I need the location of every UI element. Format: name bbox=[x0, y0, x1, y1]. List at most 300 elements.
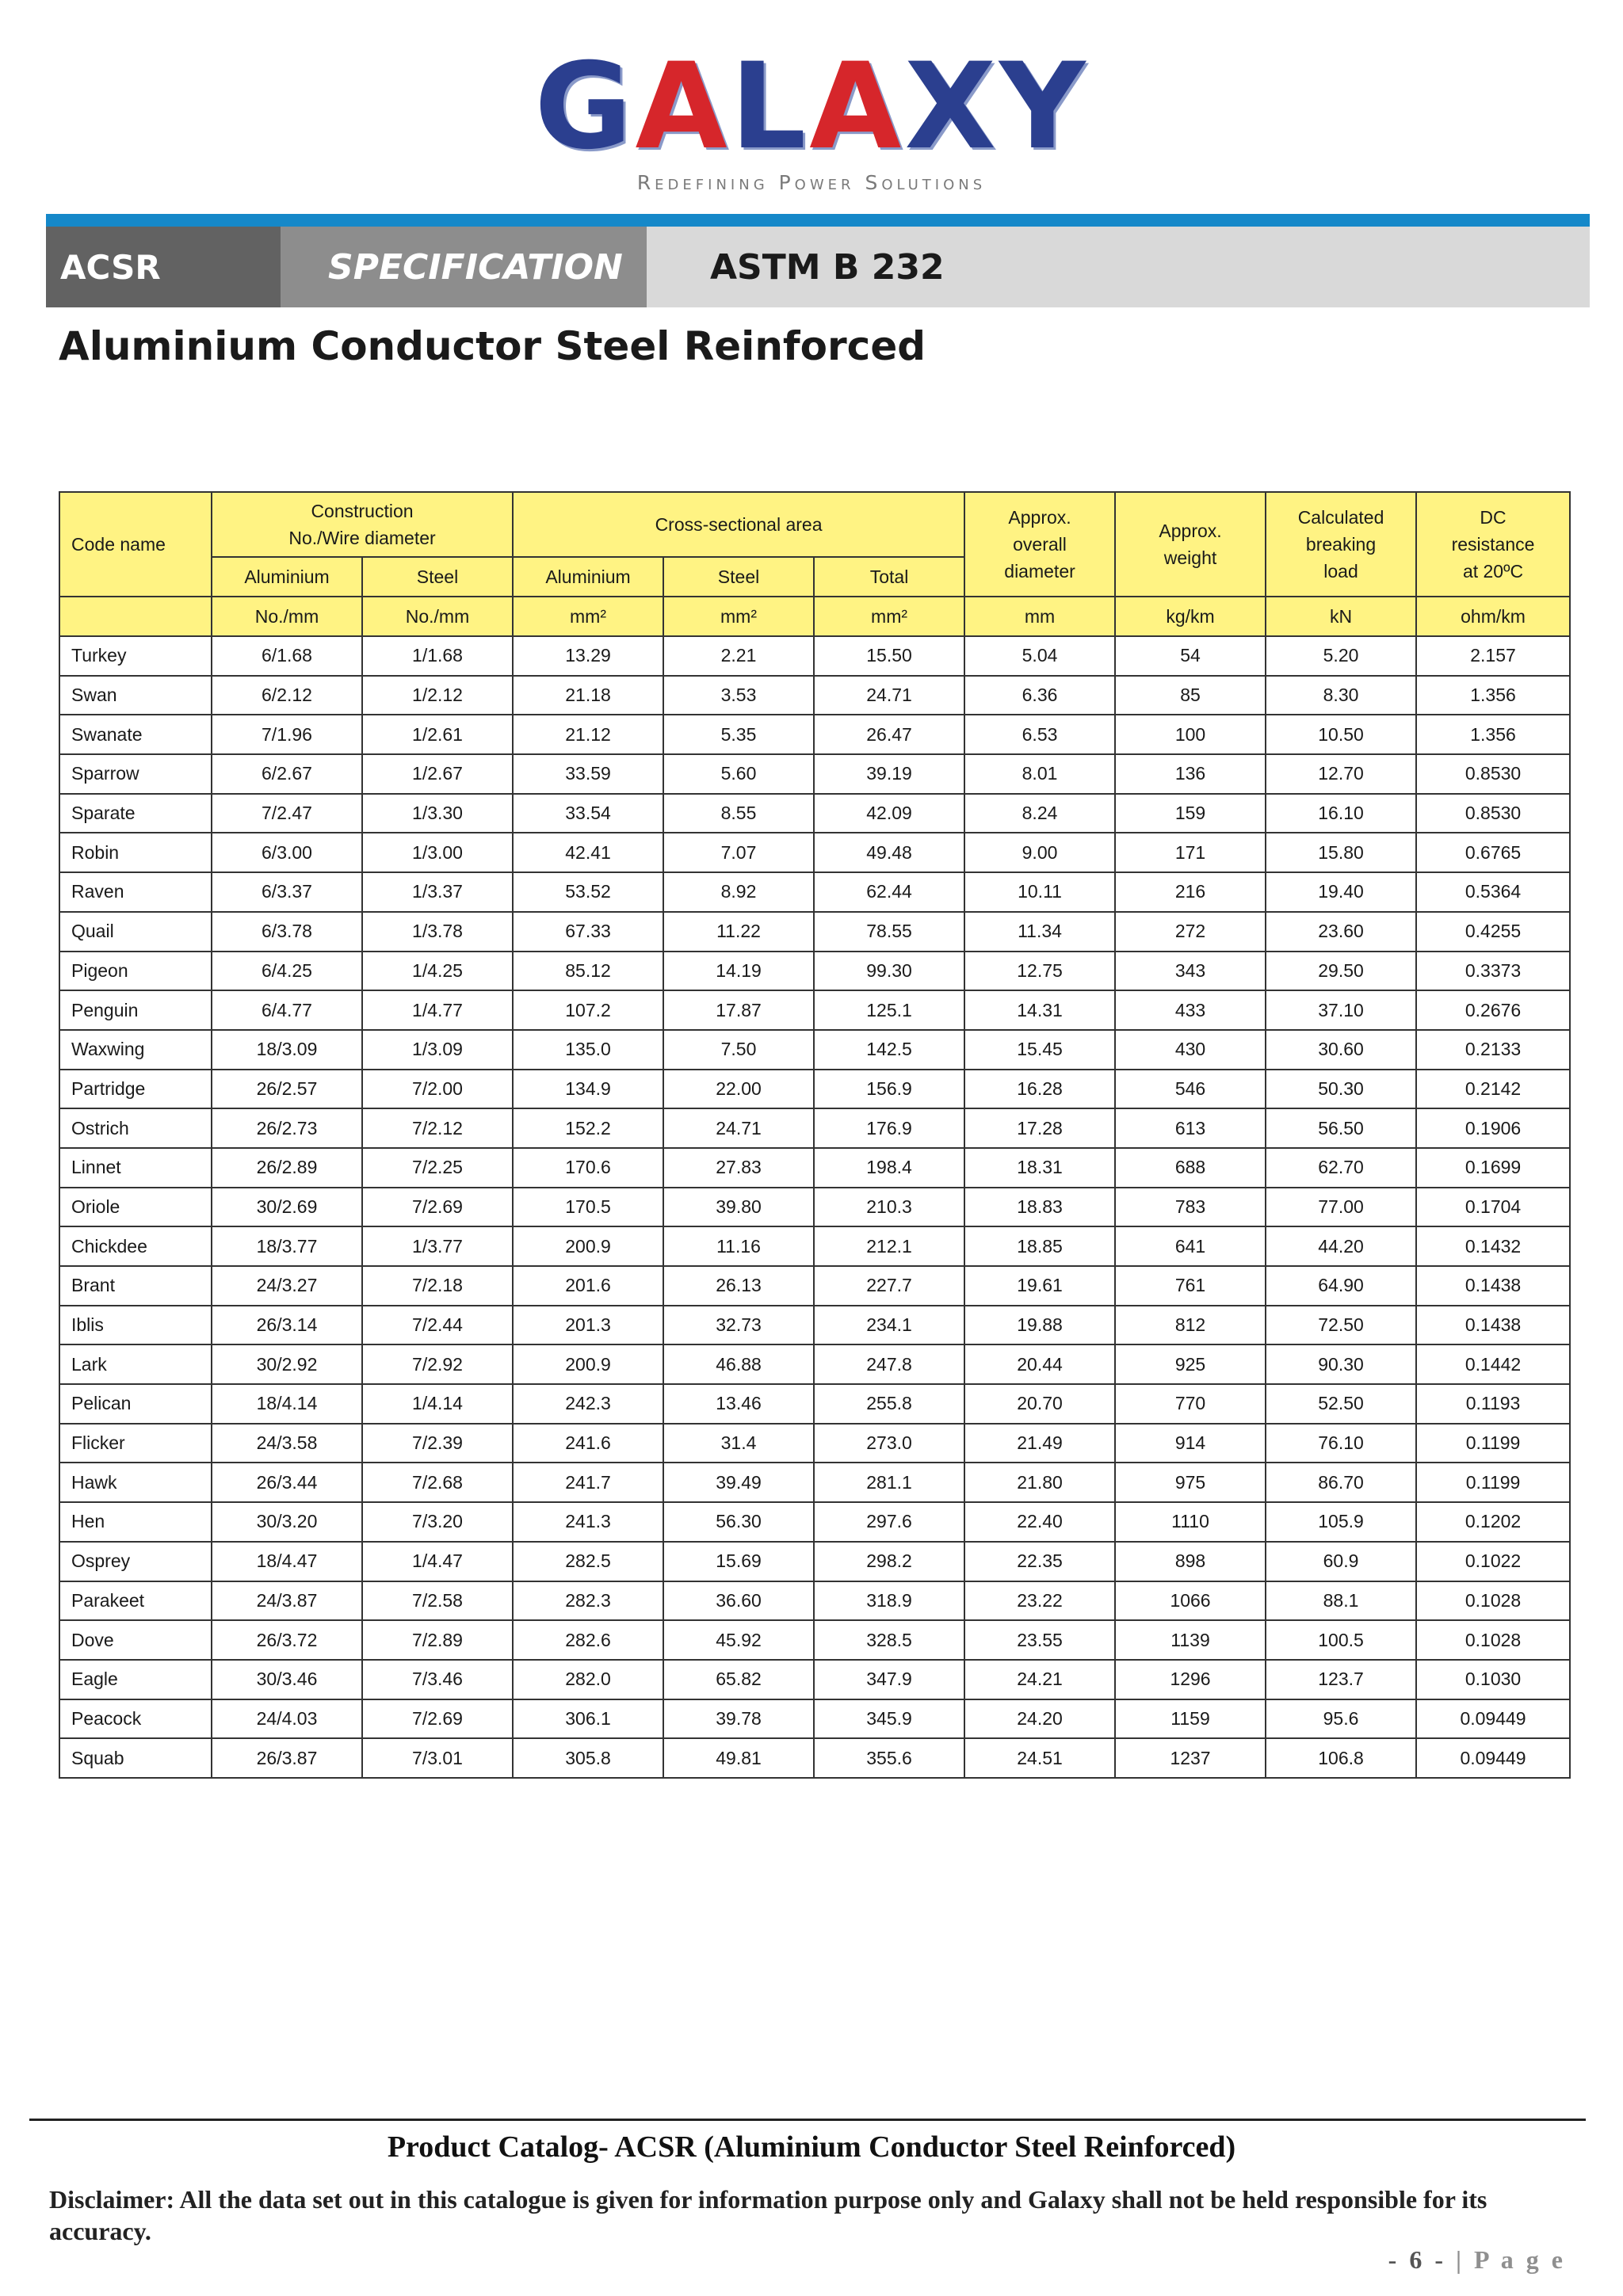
table-cell: 1296 bbox=[1115, 1660, 1266, 1699]
code-name-cell: Quail bbox=[59, 912, 212, 952]
unit-cell: No./mm bbox=[212, 597, 362, 636]
table-cell: 11.16 bbox=[663, 1226, 814, 1266]
table-row bbox=[59, 676, 1570, 715]
table-cell: 1/3.77 bbox=[362, 1226, 513, 1266]
table-cell: 30/2.69 bbox=[212, 1188, 362, 1227]
code-name-cell: Turkey bbox=[59, 636, 212, 676]
table-cell: 0.1193 bbox=[1416, 1384, 1570, 1424]
table-cell: 22.35 bbox=[964, 1542, 1115, 1581]
table-cell: 44.20 bbox=[1266, 1226, 1416, 1266]
table-row bbox=[59, 1542, 1570, 1581]
table-row bbox=[59, 1660, 1570, 1699]
table-cell: 7/3.46 bbox=[362, 1660, 513, 1699]
spec-table-container bbox=[59, 491, 1569, 1779]
table-cell: 914 bbox=[1115, 1424, 1266, 1463]
table-cell: 1/3.37 bbox=[362, 872, 513, 912]
unit-cell: kg/km bbox=[1115, 597, 1266, 636]
table-cell: 56.30 bbox=[663, 1502, 814, 1542]
table-cell: 8.92 bbox=[663, 872, 814, 912]
table-cell: 1.356 bbox=[1416, 676, 1570, 715]
table-cell: 1/4.14 bbox=[362, 1384, 513, 1424]
header-cross-sectional-area: Cross-sectional area bbox=[513, 492, 964, 557]
table-cell: 0.1442 bbox=[1416, 1344, 1570, 1384]
disclaimer-text: Disclaimer: All the data set out in this catalogue is given for information purpose only and Galaxy shall not be held responsible for its accuracy. bbox=[49, 2185, 1487, 2245]
code-name-cell: Ostrich bbox=[59, 1108, 212, 1148]
header-breaking-load: Calculated breaking load bbox=[1266, 492, 1416, 597]
table-row bbox=[59, 872, 1570, 912]
table-row bbox=[59, 1699, 1570, 1739]
table-cell: 7/2.89 bbox=[362, 1620, 513, 1660]
table-cell: 142.5 bbox=[814, 1030, 964, 1070]
table-cell: 24/4.03 bbox=[212, 1699, 362, 1739]
table-cell: 198.4 bbox=[814, 1148, 964, 1188]
table-cell: 1237 bbox=[1115, 1738, 1266, 1778]
table-cell: 29.50 bbox=[1266, 952, 1416, 991]
table-cell: 328.5 bbox=[814, 1620, 964, 1660]
code-name-cell: Eagle bbox=[59, 1660, 212, 1699]
table-cell: 15.45 bbox=[964, 1030, 1115, 1070]
table-cell: 0.2133 bbox=[1416, 1030, 1570, 1070]
table-cell: 7/1.96 bbox=[212, 715, 362, 754]
table-cell: 343 bbox=[1115, 952, 1266, 991]
table-cell: 0.1906 bbox=[1416, 1108, 1570, 1148]
table-cell: 53.52 bbox=[513, 872, 663, 912]
table-cell: 12.70 bbox=[1266, 754, 1416, 794]
table-row bbox=[59, 1581, 1570, 1621]
band-product-code: ACSR bbox=[46, 227, 281, 307]
table-cell: 8.55 bbox=[663, 794, 814, 833]
table-cell: 7/3.20 bbox=[362, 1502, 513, 1542]
logo-letter-a-red-2: A bbox=[809, 38, 905, 176]
table-cell: 18/3.09 bbox=[212, 1030, 362, 1070]
logo-letter-a-red: A bbox=[635, 38, 731, 176]
code-name-cell: Osprey bbox=[59, 1542, 212, 1581]
logo-letters-xy: XY bbox=[904, 38, 1089, 176]
table-cell: 1066 bbox=[1115, 1581, 1266, 1621]
spec-table bbox=[59, 491, 1571, 1779]
table-row bbox=[59, 754, 1570, 794]
table-cell: 18/3.77 bbox=[212, 1226, 362, 1266]
table-cell: 100.5 bbox=[1266, 1620, 1416, 1660]
table-row bbox=[59, 1463, 1570, 1502]
code-name-cell: Penguin bbox=[59, 990, 212, 1030]
table-cell: 134.9 bbox=[513, 1070, 663, 1109]
table-cell: 49.48 bbox=[814, 833, 964, 872]
table-cell: 234.1 bbox=[814, 1306, 964, 1345]
table-cell: 0.1030 bbox=[1416, 1660, 1570, 1699]
table-cell: 16.10 bbox=[1266, 794, 1416, 833]
header-construction: Construction No./Wire diameter bbox=[212, 492, 513, 557]
table-cell: 156.9 bbox=[814, 1070, 964, 1109]
table-cell: 24.21 bbox=[964, 1660, 1115, 1699]
table-cell: 1/3.30 bbox=[362, 794, 513, 833]
table-cell: 1/3.78 bbox=[362, 912, 513, 952]
table-cell: 86.70 bbox=[1266, 1463, 1416, 1502]
table-row bbox=[59, 1188, 1570, 1227]
table-cell: 0.1432 bbox=[1416, 1226, 1570, 1266]
table-cell: 1/3.00 bbox=[362, 833, 513, 872]
table-cell: 6/4.25 bbox=[212, 952, 362, 991]
table-cell: 6.36 bbox=[964, 676, 1115, 715]
table-cell: 14.31 bbox=[964, 990, 1115, 1030]
table-row bbox=[59, 1148, 1570, 1188]
table-cell: 123.7 bbox=[1266, 1660, 1416, 1699]
header-dc-resistance: DC resistance at 20ºC bbox=[1416, 492, 1570, 597]
table-row bbox=[59, 1738, 1570, 1778]
table-cell: 24.71 bbox=[814, 676, 964, 715]
table-row bbox=[59, 1620, 1570, 1660]
table-cell: 306.1 bbox=[513, 1699, 663, 1739]
table-cell: 99.30 bbox=[814, 952, 964, 991]
unit-cell: No./mm bbox=[362, 597, 513, 636]
table-cell: 170.6 bbox=[513, 1148, 663, 1188]
table-cell: 7/2.68 bbox=[362, 1463, 513, 1502]
table-cell: 7/2.69 bbox=[362, 1699, 513, 1739]
table-cell: 6/3.00 bbox=[212, 833, 362, 872]
table-cell: 281.1 bbox=[814, 1463, 964, 1502]
table-cell: 22.00 bbox=[663, 1070, 814, 1109]
table-cell: 0.1028 bbox=[1416, 1620, 1570, 1660]
table-cell: 136 bbox=[1115, 754, 1266, 794]
table-cell: 282.5 bbox=[513, 1542, 663, 1581]
table-cell: 0.1438 bbox=[1416, 1266, 1570, 1306]
table-cell: 0.1028 bbox=[1416, 1581, 1570, 1621]
table-cell: 1139 bbox=[1115, 1620, 1266, 1660]
table-cell: 1.356 bbox=[1416, 715, 1570, 754]
table-cell: 85.12 bbox=[513, 952, 663, 991]
table-cell: 0.2142 bbox=[1416, 1070, 1570, 1109]
code-name-cell: Linnet bbox=[59, 1148, 212, 1188]
table-cell: 6/2.67 bbox=[212, 754, 362, 794]
table-cell: 24/3.87 bbox=[212, 1581, 362, 1621]
table-row bbox=[59, 715, 1570, 754]
table-cell: 1/2.61 bbox=[362, 715, 513, 754]
table-cell: 26/3.14 bbox=[212, 1306, 362, 1345]
table-cell: 39.78 bbox=[663, 1699, 814, 1739]
table-cell: 13.29 bbox=[513, 636, 663, 676]
table-cell: 135.0 bbox=[513, 1030, 663, 1070]
table-cell: 16.28 bbox=[964, 1070, 1115, 1109]
table-cell: 12.75 bbox=[964, 952, 1115, 991]
table-cell: 0.5364 bbox=[1416, 872, 1570, 912]
table-cell: 3.53 bbox=[663, 676, 814, 715]
table-cell: 32.73 bbox=[663, 1306, 814, 1345]
code-name-cell: Sparate bbox=[59, 794, 212, 833]
table-cell: 42.41 bbox=[513, 833, 663, 872]
table-cell: 42.09 bbox=[814, 794, 964, 833]
table-cell: 30/2.92 bbox=[212, 1344, 362, 1384]
table-cell: 72.50 bbox=[1266, 1306, 1416, 1345]
footer-divider bbox=[29, 2119, 1586, 2121]
table-cell: 10.11 bbox=[964, 872, 1115, 912]
table-cell: 88.1 bbox=[1266, 1581, 1416, 1621]
table-cell: 5.60 bbox=[663, 754, 814, 794]
table-cell: 26.13 bbox=[663, 1266, 814, 1306]
table-row bbox=[59, 912, 1570, 952]
table-cell: 24/3.27 bbox=[212, 1266, 362, 1306]
spec-table-body bbox=[59, 636, 1570, 1778]
table-cell: 54 bbox=[1115, 636, 1266, 676]
table-cell: 7/2.39 bbox=[362, 1424, 513, 1463]
table-cell: 761 bbox=[1115, 1266, 1266, 1306]
table-cell: 62.70 bbox=[1266, 1148, 1416, 1188]
table-cell: 641 bbox=[1115, 1226, 1266, 1266]
table-cell: 273.0 bbox=[814, 1424, 964, 1463]
table-cell: 18/4.47 bbox=[212, 1542, 362, 1581]
accent-bar bbox=[46, 214, 1590, 227]
table-cell: 1/3.09 bbox=[362, 1030, 513, 1070]
table-cell: 1110 bbox=[1115, 1502, 1266, 1542]
table-cell: 15.80 bbox=[1266, 833, 1416, 872]
code-name-cell: Pigeon bbox=[59, 952, 212, 991]
table-cell: 1/2.12 bbox=[362, 676, 513, 715]
table-cell: 1/2.67 bbox=[362, 754, 513, 794]
table-cell: 30/3.46 bbox=[212, 1660, 362, 1699]
table-cell: 7/3.01 bbox=[362, 1738, 513, 1778]
table-cell: 171 bbox=[1115, 833, 1266, 872]
code-name-cell: Hawk bbox=[59, 1463, 212, 1502]
table-cell: 241.7 bbox=[513, 1463, 663, 1502]
table-cell: 2.157 bbox=[1416, 636, 1570, 676]
table-cell: 85 bbox=[1115, 676, 1266, 715]
table-cell: 30.60 bbox=[1266, 1030, 1416, 1070]
table-cell: 7/2.44 bbox=[362, 1306, 513, 1345]
table-cell: 8.01 bbox=[964, 754, 1115, 794]
table-cell: 975 bbox=[1115, 1463, 1266, 1502]
table-cell: 6/3.37 bbox=[212, 872, 362, 912]
table-cell: 33.59 bbox=[513, 754, 663, 794]
table-cell: 78.55 bbox=[814, 912, 964, 952]
unit-cell: mm bbox=[964, 597, 1115, 636]
table-cell: 64.90 bbox=[1266, 1266, 1416, 1306]
code-name-cell: Brant bbox=[59, 1266, 212, 1306]
table-cell: 10.50 bbox=[1266, 715, 1416, 754]
table-cell: 90.30 bbox=[1266, 1344, 1416, 1384]
table-row bbox=[59, 1070, 1570, 1109]
table-cell: 0.8530 bbox=[1416, 794, 1570, 833]
subheader-area-steel: Steel bbox=[663, 557, 814, 597]
code-name-cell: Dove bbox=[59, 1620, 212, 1660]
code-name-cell: Robin bbox=[59, 833, 212, 872]
subheader-area-aluminium: Aluminium bbox=[513, 557, 663, 597]
table-cell: 26/3.72 bbox=[212, 1620, 362, 1660]
table-cell: 125.1 bbox=[814, 990, 964, 1030]
code-name-cell: Sparrow bbox=[59, 754, 212, 794]
table-cell: 546 bbox=[1115, 1070, 1266, 1109]
table-cell: 7/2.12 bbox=[362, 1108, 513, 1148]
table-cell: 318.9 bbox=[814, 1581, 964, 1621]
table-cell: 210.3 bbox=[814, 1188, 964, 1227]
table-cell: 200.9 bbox=[513, 1344, 663, 1384]
table-cell: 297.6 bbox=[814, 1502, 964, 1542]
table-cell: 18.31 bbox=[964, 1148, 1115, 1188]
table-cell: 0.1199 bbox=[1416, 1424, 1570, 1463]
table-cell: 355.6 bbox=[814, 1738, 964, 1778]
table-cell: 0.09449 bbox=[1416, 1699, 1570, 1739]
table-cell: 212.1 bbox=[814, 1226, 964, 1266]
table-cell: 26.47 bbox=[814, 715, 964, 754]
table-cell: 18.85 bbox=[964, 1226, 1115, 1266]
table-cell: 30/3.20 bbox=[212, 1502, 362, 1542]
table-cell: 0.1022 bbox=[1416, 1542, 1570, 1581]
table-cell: 241.3 bbox=[513, 1502, 663, 1542]
table-cell: 67.33 bbox=[513, 912, 663, 952]
table-cell: 925 bbox=[1115, 1344, 1266, 1384]
table-row bbox=[59, 990, 1570, 1030]
table-cell: 0.1199 bbox=[1416, 1463, 1570, 1502]
table-cell: 50.30 bbox=[1266, 1070, 1416, 1109]
table-cell: 282.0 bbox=[513, 1660, 663, 1699]
table-cell: 298.2 bbox=[814, 1542, 964, 1581]
code-name-cell: Partridge bbox=[59, 1070, 212, 1109]
table-row bbox=[59, 1384, 1570, 1424]
table-cell: 241.6 bbox=[513, 1424, 663, 1463]
table-cell: 282.6 bbox=[513, 1620, 663, 1660]
table-cell: 305.8 bbox=[513, 1738, 663, 1778]
table-cell: 176.9 bbox=[814, 1108, 964, 1148]
table-cell: 21.49 bbox=[964, 1424, 1115, 1463]
table-cell: 14.19 bbox=[663, 952, 814, 991]
table-cell: 46.88 bbox=[663, 1344, 814, 1384]
table-cell: 24.20 bbox=[964, 1699, 1115, 1739]
header-code-name: Code name bbox=[59, 492, 212, 597]
table-cell: 5.04 bbox=[964, 636, 1115, 676]
subheader-construction-aluminium: Aluminium bbox=[212, 557, 362, 597]
header-weight: Approx. weight bbox=[1115, 492, 1266, 597]
table-row bbox=[59, 952, 1570, 991]
table-cell: 812 bbox=[1115, 1306, 1266, 1345]
table-cell: 11.34 bbox=[964, 912, 1115, 952]
unit-cell: mm² bbox=[513, 597, 663, 636]
code-name-cell: Raven bbox=[59, 872, 212, 912]
table-cell: 6/3.78 bbox=[212, 912, 362, 952]
code-name-cell: Squab bbox=[59, 1738, 212, 1778]
table-cell: 688 bbox=[1115, 1148, 1266, 1188]
table-cell: 0.8530 bbox=[1416, 754, 1570, 794]
code-name-cell: Lark bbox=[59, 1344, 212, 1384]
table-cell: 26/3.44 bbox=[212, 1463, 362, 1502]
table-cell: 783 bbox=[1115, 1188, 1266, 1227]
table-cell: 255.8 bbox=[814, 1384, 964, 1424]
table-cell: 7.07 bbox=[663, 833, 814, 872]
code-name-cell: Hen bbox=[59, 1502, 212, 1542]
table-cell: 770 bbox=[1115, 1384, 1266, 1424]
table-cell: 0.1202 bbox=[1416, 1502, 1570, 1542]
table-cell: 21.18 bbox=[513, 676, 663, 715]
units-row bbox=[59, 597, 1570, 636]
code-name-cell: Waxwing bbox=[59, 1030, 212, 1070]
header-overall-diameter: Approx. overall diameter bbox=[964, 492, 1115, 597]
table-cell: 21.80 bbox=[964, 1463, 1115, 1502]
table-cell: 7/2.92 bbox=[362, 1344, 513, 1384]
table-cell: 1/1.68 bbox=[362, 636, 513, 676]
table-cell: 19.88 bbox=[964, 1306, 1115, 1345]
table-row bbox=[59, 1030, 1570, 1070]
code-name-cell: Peacock bbox=[59, 1699, 212, 1739]
table-row bbox=[59, 1266, 1570, 1306]
table-cell: 65.82 bbox=[663, 1660, 814, 1699]
table-row bbox=[59, 1108, 1570, 1148]
table-row bbox=[59, 1344, 1570, 1384]
table-row bbox=[59, 1306, 1570, 1345]
table-cell: 52.50 bbox=[1266, 1384, 1416, 1424]
table-cell: 0.1438 bbox=[1416, 1306, 1570, 1345]
table-cell: 26/2.73 bbox=[212, 1108, 362, 1148]
table-cell: 242.3 bbox=[513, 1384, 663, 1424]
table-cell: 9.00 bbox=[964, 833, 1115, 872]
code-name-cell: Chickdee bbox=[59, 1226, 212, 1266]
table-cell: 18.83 bbox=[964, 1188, 1115, 1227]
table-cell: 37.10 bbox=[1266, 990, 1416, 1030]
table-cell: 7/2.18 bbox=[362, 1266, 513, 1306]
table-cell: 0.09449 bbox=[1416, 1738, 1570, 1778]
table-cell: 898 bbox=[1115, 1542, 1266, 1581]
table-cell: 49.81 bbox=[663, 1738, 814, 1778]
page-label: | P a g e bbox=[1455, 2245, 1566, 2274]
table-cell: 107.2 bbox=[513, 990, 663, 1030]
subheader-area-total: Total bbox=[814, 557, 964, 597]
table-cell: 19.61 bbox=[964, 1266, 1115, 1306]
table-cell: 24/3.58 bbox=[212, 1424, 362, 1463]
code-name-cell: Swan bbox=[59, 676, 212, 715]
table-cell: 0.2676 bbox=[1416, 990, 1570, 1030]
code-name-cell: Flicker bbox=[59, 1424, 212, 1463]
table-cell: 152.2 bbox=[513, 1108, 663, 1148]
table-cell: 5.35 bbox=[663, 715, 814, 754]
table-cell: 201.6 bbox=[513, 1266, 663, 1306]
table-cell: 56.50 bbox=[1266, 1108, 1416, 1148]
table-cell: 105.9 bbox=[1266, 1502, 1416, 1542]
table-cell: 347.9 bbox=[814, 1660, 964, 1699]
table-cell: 6/4.77 bbox=[212, 990, 362, 1030]
table-cell: 1/4.25 bbox=[362, 952, 513, 991]
table-cell: 613 bbox=[1115, 1108, 1266, 1148]
table-cell: 45.92 bbox=[663, 1620, 814, 1660]
table-cell: 7.50 bbox=[663, 1030, 814, 1070]
table-cell: 31.4 bbox=[663, 1424, 814, 1463]
table-cell: 159 bbox=[1115, 794, 1266, 833]
table-cell: 62.44 bbox=[814, 872, 964, 912]
table-cell: 7/2.58 bbox=[362, 1581, 513, 1621]
table-cell: 216 bbox=[1115, 872, 1266, 912]
table-cell: 26/3.87 bbox=[212, 1738, 362, 1778]
table-row bbox=[59, 794, 1570, 833]
table-cell: 6/2.12 bbox=[212, 676, 362, 715]
page-number-value: - 6 - bbox=[1388, 2245, 1446, 2274]
table-cell: 7/2.25 bbox=[362, 1148, 513, 1188]
table-cell: 1159 bbox=[1115, 1699, 1266, 1739]
table-cell: 39.49 bbox=[663, 1463, 814, 1502]
band-specification-label: SPECIFICATION bbox=[281, 227, 647, 307]
table-cell: 22.40 bbox=[964, 1502, 1115, 1542]
table-cell: 23.22 bbox=[964, 1581, 1115, 1621]
table-cell: 1/4.47 bbox=[362, 1542, 513, 1581]
table-cell: 27.83 bbox=[663, 1148, 814, 1188]
code-name-cell: Swanate bbox=[59, 715, 212, 754]
code-name-cell: Parakeet bbox=[59, 1581, 212, 1621]
table-cell: 106.8 bbox=[1266, 1738, 1416, 1778]
table-cell: 2.21 bbox=[663, 636, 814, 676]
code-name-cell: Oriole bbox=[59, 1188, 212, 1227]
unit-cell: mm² bbox=[663, 597, 814, 636]
table-cell: 5.20 bbox=[1266, 636, 1416, 676]
table-cell: 100 bbox=[1115, 715, 1266, 754]
table-cell: 282.3 bbox=[513, 1581, 663, 1621]
table-cell: 39.80 bbox=[663, 1188, 814, 1227]
table-cell: 95.6 bbox=[1266, 1699, 1416, 1739]
table-cell: 60.9 bbox=[1266, 1542, 1416, 1581]
table-cell: 36.60 bbox=[663, 1581, 814, 1621]
